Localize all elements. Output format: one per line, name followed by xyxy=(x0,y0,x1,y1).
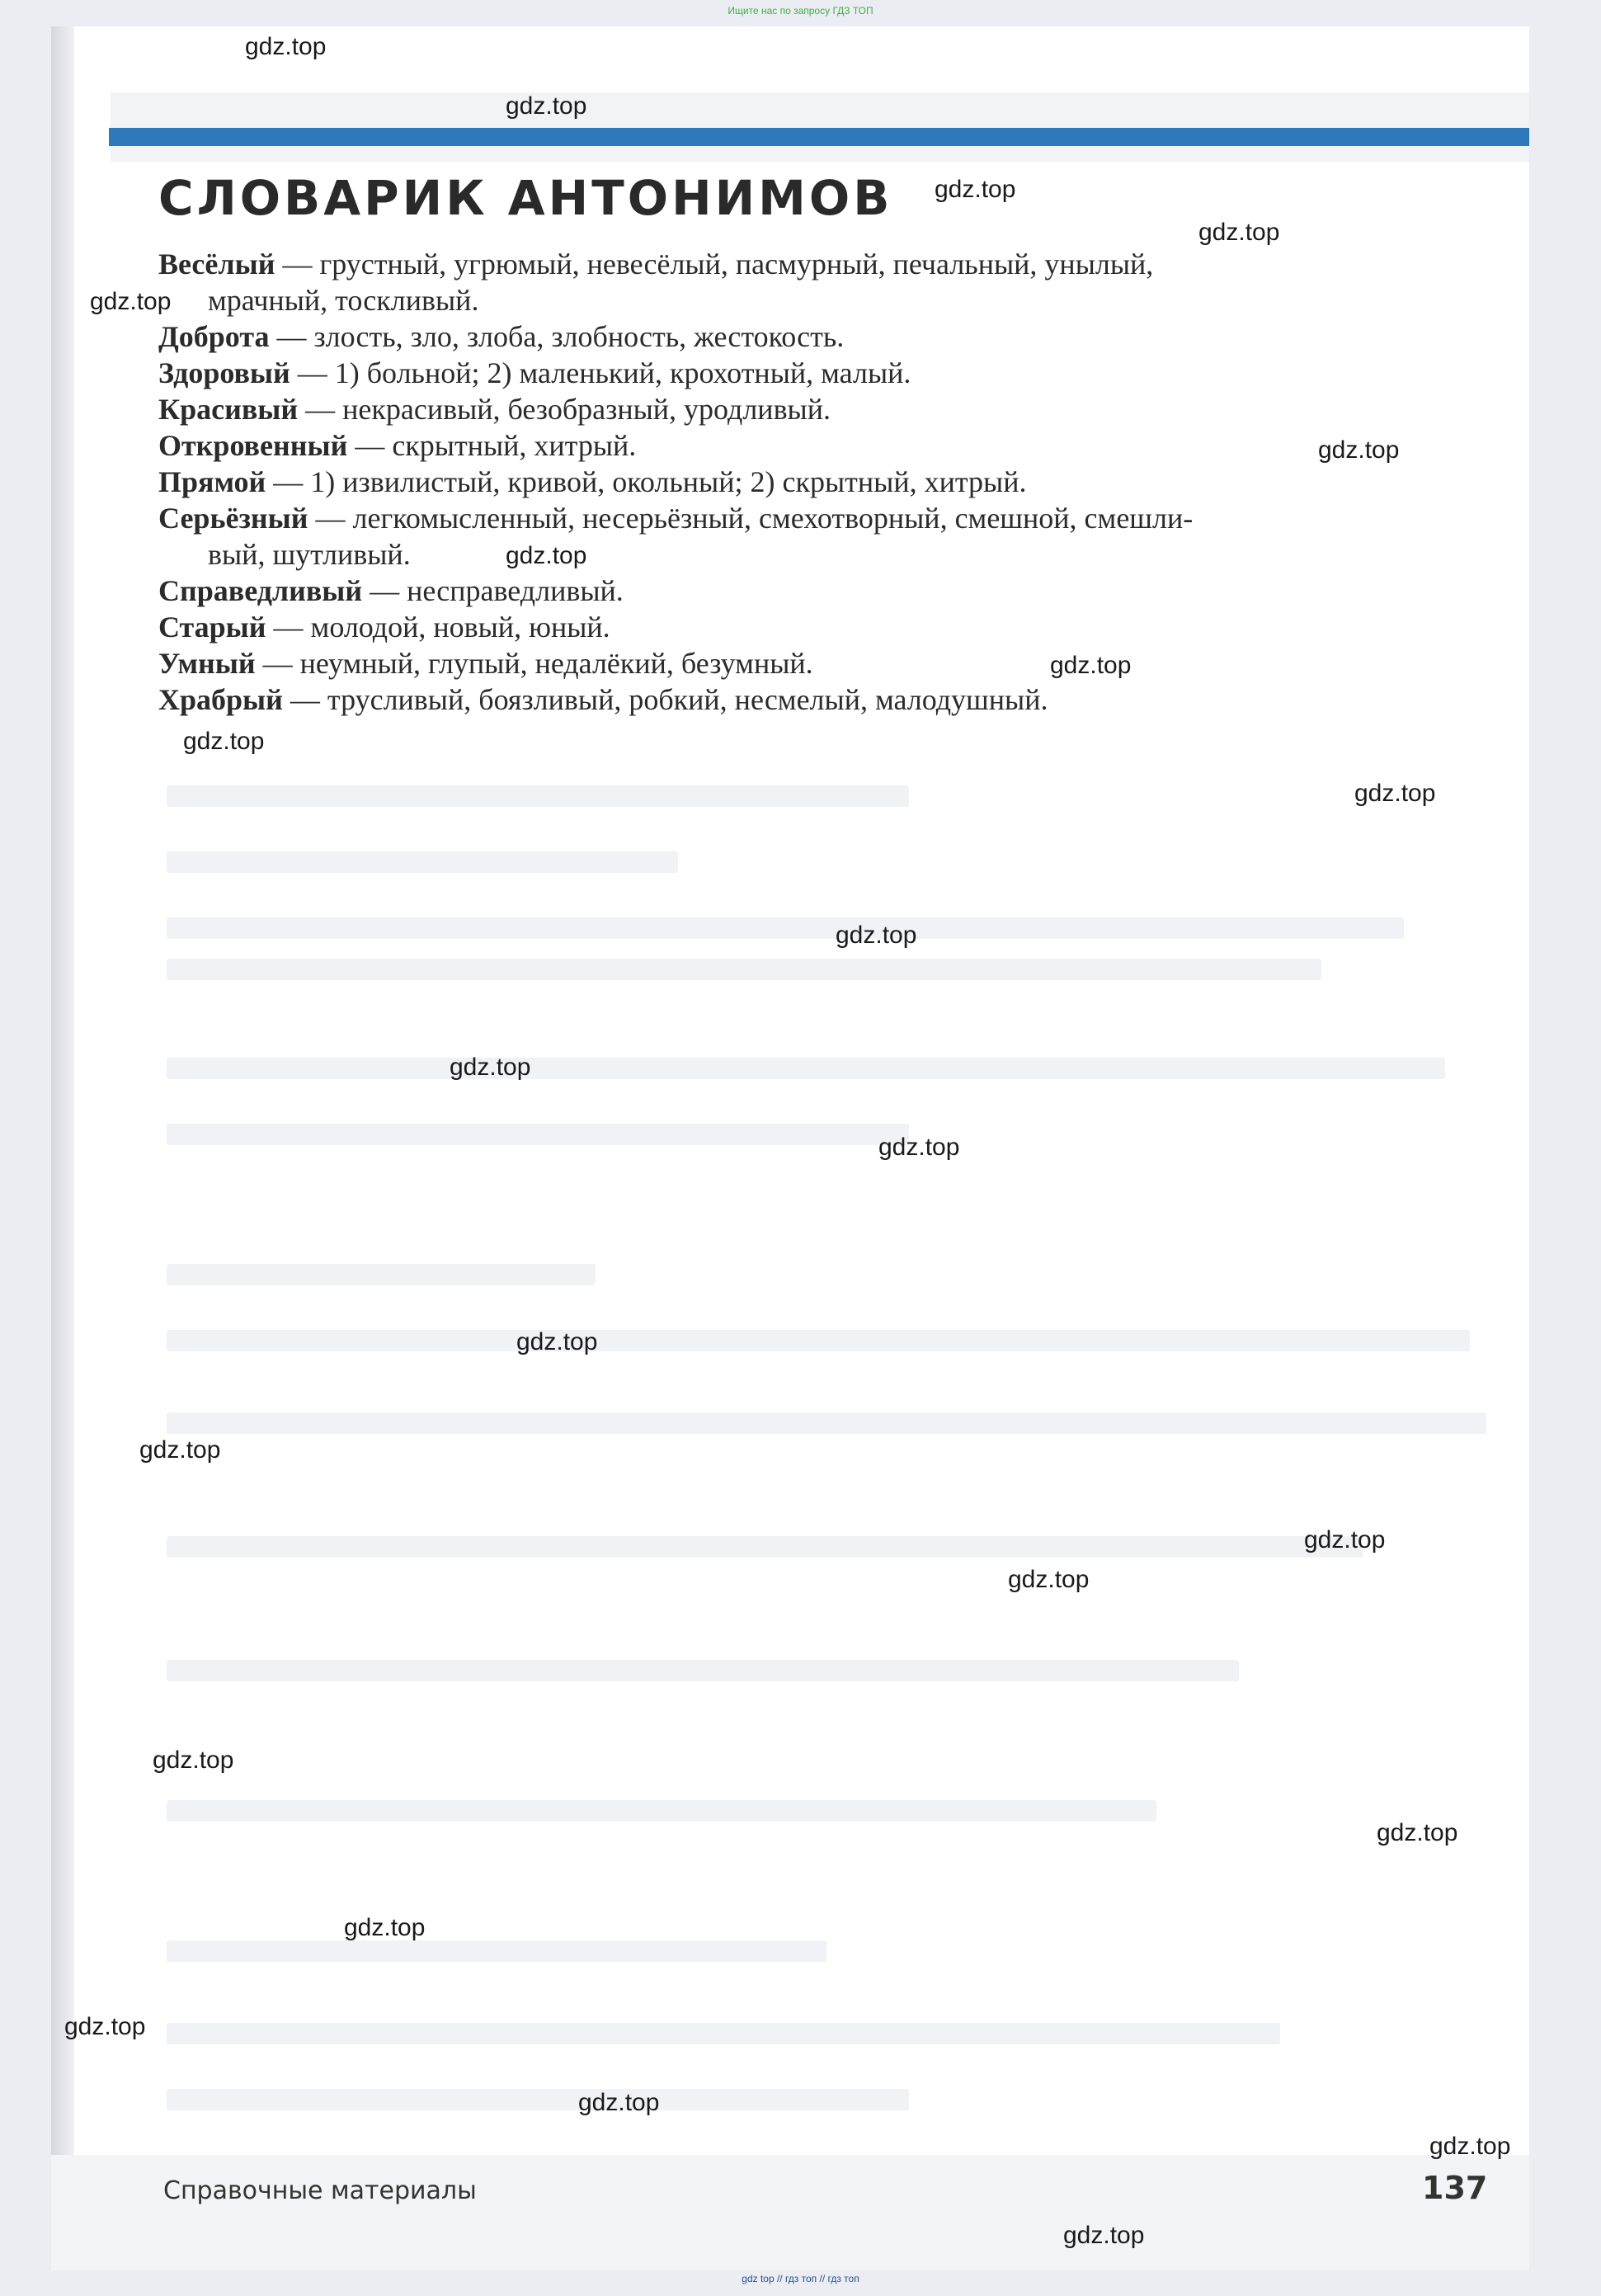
antonym-entry xyxy=(158,573,1482,609)
antonyms-continued: мрачный, тоскливый. xyxy=(208,284,479,317)
watermark: gdz.top xyxy=(450,1054,531,1081)
bleed-through-line xyxy=(167,1940,826,1962)
antonym-entry xyxy=(158,500,1482,573)
headword: Откровенный xyxy=(158,429,348,462)
bleed-through-line xyxy=(167,959,1321,980)
watermark: gdz.top xyxy=(1429,2133,1511,2160)
bleed-through-line xyxy=(167,917,1404,939)
headword: Храбрый xyxy=(158,683,283,716)
headword: Красивый xyxy=(158,393,299,426)
headword: Прямой xyxy=(158,465,266,498)
antonym-entry xyxy=(158,681,1482,718)
antonyms-continued: вый, шутливый. xyxy=(208,538,411,571)
watermark: gdz.top xyxy=(1198,219,1280,246)
watermark: gdz.top xyxy=(878,1134,960,1161)
antonyms: — легкомысленный, несерьёзный, смехотворный, смешной, смешли- xyxy=(308,502,1194,535)
headword: Весёлый xyxy=(158,248,275,281)
antonym-entry xyxy=(158,645,1482,681)
watermark: gdz.top xyxy=(506,542,587,569)
watermark: gdz.top xyxy=(1354,780,1436,807)
page-title: СЛОВАРИК АНТОНИМОВ xyxy=(158,170,893,226)
headword: Старый xyxy=(158,611,266,644)
watermark: gdz.top xyxy=(64,2013,146,2040)
bleed-through-line xyxy=(167,1264,596,1285)
antonym-entry xyxy=(158,427,1482,464)
watermark: gdz.top xyxy=(578,2089,660,2116)
antonyms: — 1) извилистый, кривой, окольный; 2) скрытный, хитрый. xyxy=(266,465,1027,498)
page-number: 137 xyxy=(1422,2170,1488,2206)
antonyms: — грустный, угрюмый, невесёлый, пасмурный, печальный, унылый, xyxy=(275,248,1154,281)
antonyms: — неумный, глупый, недалёкий, безумный. xyxy=(255,647,813,680)
antonyms: — некрасивый, безобразный, уродливый. xyxy=(298,393,831,426)
antonyms: — злость, зло, злоба, злобность, жестокость. xyxy=(269,320,845,353)
antonym-entry xyxy=(158,609,1482,645)
antonym-entry xyxy=(158,464,1482,500)
watermark: gdz.top xyxy=(506,92,587,120)
header-accent-bar xyxy=(109,128,1529,146)
bleed-through-line xyxy=(167,1330,1470,1351)
antonyms: — скрытный, хитрый. xyxy=(347,429,637,462)
watermark: gdz.top xyxy=(245,33,327,60)
watermark: gdz.top xyxy=(183,728,265,755)
bleed-through-line xyxy=(167,785,909,807)
bleed-through-line xyxy=(167,1124,909,1145)
watermark: gdz.top xyxy=(1063,2222,1145,2249)
antonyms: — несправедливый. xyxy=(362,574,624,607)
watermark: gdz.top xyxy=(935,176,1016,203)
watermark: gdz.top xyxy=(1304,1526,1386,1553)
antonym-entry xyxy=(158,355,1482,391)
watermark: gdz.top xyxy=(1050,652,1132,679)
bleed-through-line xyxy=(167,1412,1486,1434)
antonym-list xyxy=(158,246,1482,718)
page-binding-shadow xyxy=(51,26,74,2270)
bottom-banner: gdz top // гдз топ // гдз топ xyxy=(742,2273,859,2284)
headword: Здоровый xyxy=(158,356,290,389)
top-banner: Ищите нас по запросу ГДЗ ТОП xyxy=(728,5,873,17)
antonym-entry xyxy=(158,391,1482,427)
footer-section-title: Справочные материалы xyxy=(163,2176,477,2205)
antonyms: — 1) больной; 2) маленький, крохотный, малый. xyxy=(290,356,911,389)
antonym-entry xyxy=(158,318,1482,355)
bleed-through-line xyxy=(167,1536,1363,1558)
headword: Умный xyxy=(158,647,256,680)
bleed-through-line xyxy=(167,2089,909,2110)
bleed-through-header xyxy=(111,92,1529,162)
headword: Доброта xyxy=(158,320,270,353)
bleed-through-line xyxy=(167,1058,1445,1079)
watermark: gdz.top xyxy=(344,1914,426,1941)
watermark: gdz.top xyxy=(1318,436,1400,464)
watermark: gdz.top xyxy=(836,922,917,949)
antonyms: — молодой, новый, юный. xyxy=(266,611,610,644)
headword: Серьёзный xyxy=(158,502,308,535)
watermark: gdz.top xyxy=(1377,1819,1458,1846)
watermark: gdz.top xyxy=(153,1747,234,1774)
bleed-through-line xyxy=(167,1800,1156,1822)
bleed-through-line xyxy=(167,2023,1280,2044)
bleed-through-line xyxy=(167,851,678,873)
footer-band xyxy=(51,2155,1529,2270)
bleed-through-line xyxy=(167,1660,1239,1681)
watermark: gdz.top xyxy=(139,1436,221,1464)
watermark: gdz.top xyxy=(516,1328,598,1355)
antonyms: — трусливый, боязливый, робкий, несмелый, малодушный. xyxy=(282,683,1048,716)
antonym-entry xyxy=(158,246,1482,318)
watermark: gdz.top xyxy=(1008,1566,1090,1593)
watermark: gdz.top xyxy=(90,288,172,315)
headword: Справедливый xyxy=(158,574,363,607)
